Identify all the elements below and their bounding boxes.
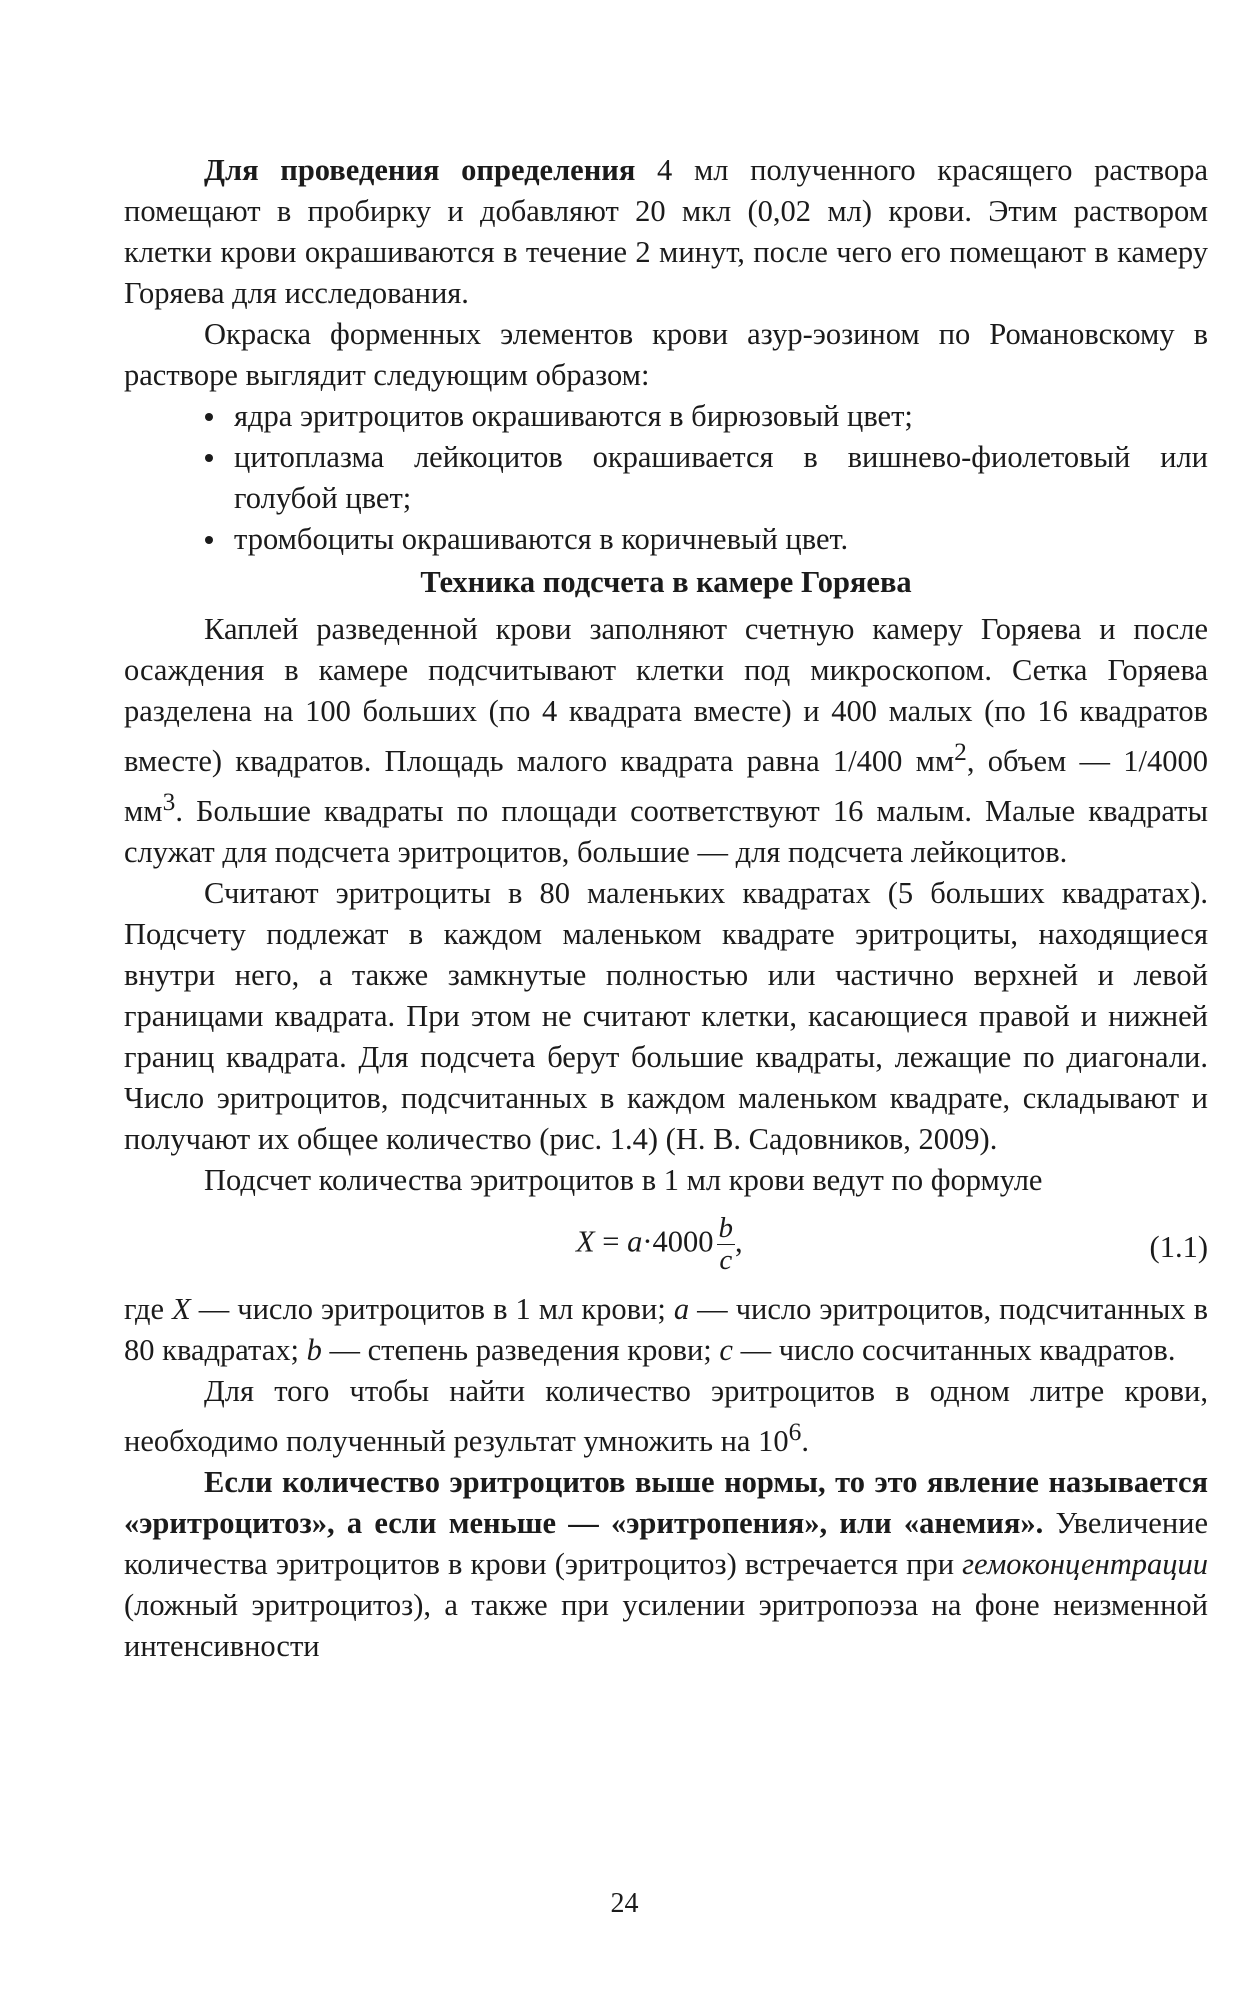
paragraph-text: — число сосчитанных квадратов. — [732, 1333, 1176, 1368]
list-item: ядра эритроцитов окрашиваются в бирюзовый цвет; — [204, 396, 1208, 437]
paragraph-text: (ложный эритроцитоз), а также при усилении эритропоэза на фоне неизменной интенсивности — [124, 1588, 1208, 1664]
paragraph-staining: Окраска форменных элементов крови азур-эозином по Романовскому в растворе выглядит следующим образом: — [124, 317, 1208, 392]
section-heading: Техника подсчета в камере Горяева — [420, 565, 912, 599]
paragraph-text: — число эритроцитов в 1 мл крови; — [190, 1292, 674, 1327]
superscript: 6 — [788, 1418, 802, 1447]
formula — [576, 1213, 743, 1276]
paragraph-legend — [124, 1289, 1208, 1371]
bold-lead: Для проведения определения — [204, 153, 636, 187]
paragraph-text: . Большие квадраты по площади соответствуют 16 малым. Малые квадраты служат для подсчета эритроцитов, большие — для подсчета лейкоцитов. — [124, 794, 1208, 870]
bold-lead: Если количество эритроцитов выше нормы, то это явление называется «эритроцитоз», а если меньше — «эритропения», или «анемия». — [124, 1465, 1208, 1541]
paragraph-erythrocytosis — [124, 1462, 1208, 1667]
formula-variable: a — [627, 1224, 643, 1259]
paragraph-text: Каплей разведенной крови заполняют счетную камеру Горяева и после осаждения в камере подсчитывают клетки под микроскопом. Сетка Горяева разделена на 100 больших (по 4 квадрата вместе) и 400 малых (по 16 квадратов вместе) квадратов. Площадь малого квадрата равна 1/400 мм — [124, 612, 1208, 779]
staining-list — [124, 396, 1208, 560]
fraction-numerator: b — [718, 1212, 734, 1245]
variable: b — [306, 1333, 322, 1368]
variable: a — [673, 1292, 690, 1327]
italic-term: гемоконцентрации — [962, 1547, 1208, 1582]
list-item: цитоплазма лейкоцитов окрашивается в вишнево-фиолетовый или голубой цвет; — [204, 437, 1208, 519]
formula-operator: = — [594, 1224, 628, 1259]
body-text — [124, 150, 1208, 1667]
fraction-denominator: c — [719, 1244, 733, 1277]
formula-variable: X — [576, 1224, 595, 1259]
list-item: тромбоциты окрашиваются в коричневый цвет. — [204, 519, 1208, 560]
paragraph-text: Для того чтобы найти количество эритроцитов в одном литре крови, необходимо полученный результат умножить на 10 — [124, 1374, 1208, 1459]
paragraph-text: где — [124, 1292, 173, 1327]
paragraph-text: — число эритроцитов, подсчитанных в 80 квадратах; — [124, 1292, 1208, 1368]
superscript: 3 — [162, 788, 176, 817]
formula-constant: 4000 — [652, 1224, 714, 1259]
paragraph-grid — [124, 609, 1208, 873]
superscript: 2 — [954, 738, 967, 766]
paragraph-formula-intro: Подсчет количества эритроцитов в 1 мл крови ведут по формуле — [204, 1163, 1043, 1198]
variable: X — [172, 1292, 191, 1327]
paragraph-text: . — [801, 1424, 809, 1459]
paragraph-text: — степень разведения крови; — [321, 1333, 720, 1368]
equation-number: (1.1) — [1149, 1230, 1208, 1265]
variable: c — [719, 1333, 733, 1368]
paragraph-procedure — [124, 150, 1208, 314]
formula-fraction — [717, 1213, 736, 1276]
paragraph-liter — [124, 1371, 1208, 1462]
formula-row — [124, 1205, 1208, 1287]
formula-punctuation: , — [735, 1224, 743, 1259]
paragraph-text: Увеличение количества эритроцитов в крови (эритроцитоз) встречается при — [124, 1506, 1209, 1582]
formula-operator: · — [642, 1224, 653, 1259]
paragraph-text: , объем — 1/4000 мм — [124, 744, 1208, 829]
page-number: 24 — [610, 1888, 639, 1919]
paragraph-text: 4 мл полученного красящего раствора помещают в пробирку и добавляют 20 мкл (0,02 мл) крови. Этим раствором клетки крови окрашиваются в течение 2 минут, после чего его помещают в камеру Горяева для исследования. — [124, 153, 1208, 310]
paragraph-counting: Считают эритроциты в 80 маленьких квадратах (5 больших квадратах). Подсчету подлежат в каждом маленьком квадрате эритроциты, находящиеся внутри него, а также замкнутые полностью или частично верхней и левой границами квадрата. При этом не считают клетки, касающиеся правой и нижней границ квадрата. Для подсчета берут большие квадраты, лежащие по диагонали. Число эритроцитов, подсчитанных в каждом маленьком квадрате, складывают и получают их общее количество (рис. 1.4) (Н. В. Садовников, 2009). — [124, 876, 1208, 1157]
